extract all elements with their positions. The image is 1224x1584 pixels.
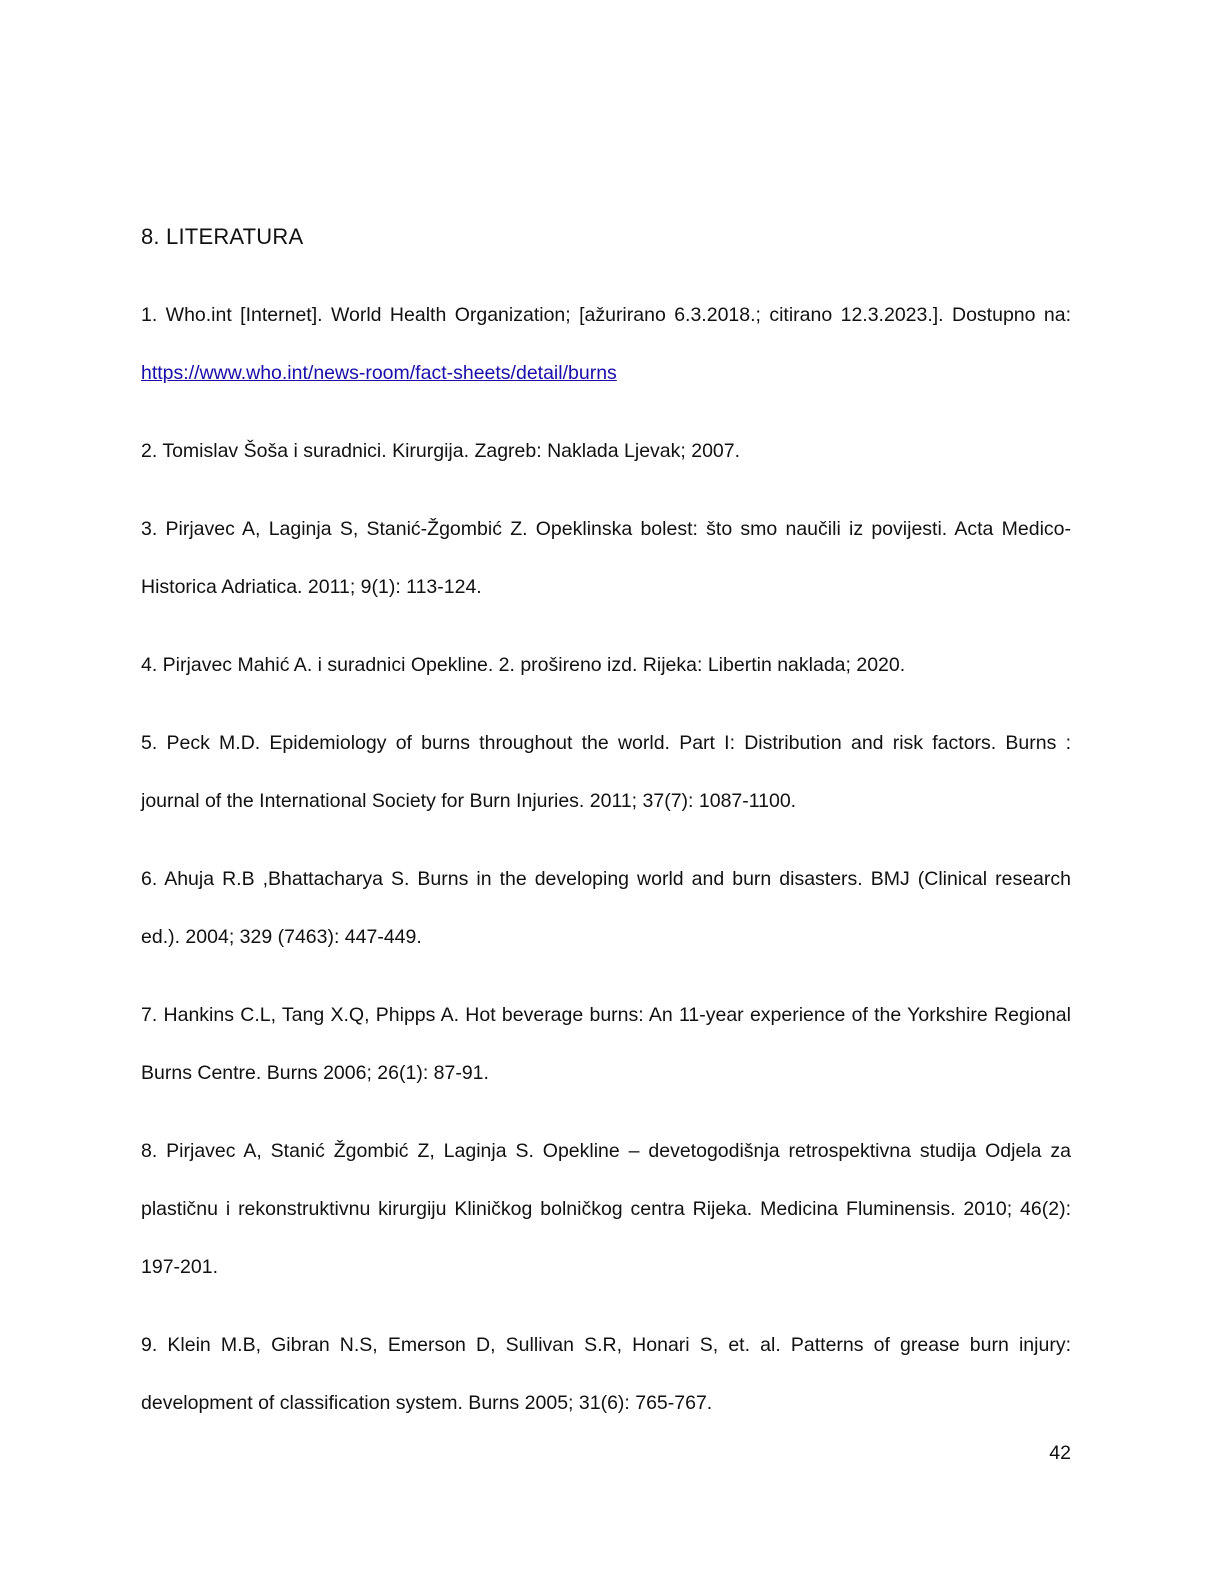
reference-item-1	[141, 286, 1071, 402]
reference-item-6: 6. Ahuja R.B ,Bhattacharya S. Burns in the developing world and burn disasters. BMJ (Clinical research ed.). 2004; 329 (7463): 447-449.	[141, 868, 1071, 948]
reference-item-5: 5. Peck M.D. Epidemiology of burns throughout the world. Part I: Distribution and risk factors. Burns : journal of the International Society for Burn Injuries. 2011; 37(7): 1087-1100.	[141, 732, 1071, 812]
reference-item-7: 7. Hankins C.L, Tang X.Q, Phipps A. Hot beverage burns: An 11-year experience of the Yorkshire Regional Burns Centre. Burns 2006; 26(1): 87-91.	[141, 1004, 1071, 1084]
section-heading: 8. LITERATURA	[141, 224, 304, 249]
reference-item-2: 2. Tomislav Šoša i suradnici. Kirurgija. Zagreb: Naklada Ljevak; 2007.	[141, 440, 741, 462]
reference-item-3: 3. Pirjavec A, Laginja S, Stanić-Žgombić Z. Opeklinska bolest: što smo naučili iz povijesti. Acta Medico-Historica Adriatica. 2011; 9(1): 113-124.	[141, 518, 1071, 598]
reference-link-1[interactable]: https://www.who.int/news-room/fact-sheets/detail/burns	[141, 362, 617, 384]
reference-text-1: 1. Who.int [Internet]. World Health Organization; [ažurirano 6.3.2018.; citirano 12.3.2023.]. Dostupno na:	[141, 304, 1071, 326]
page-number: 42	[1049, 1442, 1071, 1464]
reference-item-8: 8. Pirjavec A, Stanić Žgombić Z, Laginja S. Opekline – devetogodišnja retrospektivna studija Odjela za plastičnu i rekonstruktivnu kirurgiju Kliničkog bolničkog centra Rijeka. Medicina Fluminensis. 2010; 46(2): 197-201.	[141, 1140, 1071, 1278]
reference-list	[141, 286, 1071, 1452]
reference-item-4: 4. Pirjavec Mahić A. i suradnici Opekline. 2. prošireno izd. Rijeka: Libertin naklada; 2020.	[141, 654, 906, 676]
reference-item-9: 9. Klein M.B, Gibran N.S, Emerson D, Sullivan S.R, Honari S, et. al. Patterns of grease burn injury: development of classification system. Burns 2005; 31(6): 765-767.	[141, 1334, 1071, 1414]
